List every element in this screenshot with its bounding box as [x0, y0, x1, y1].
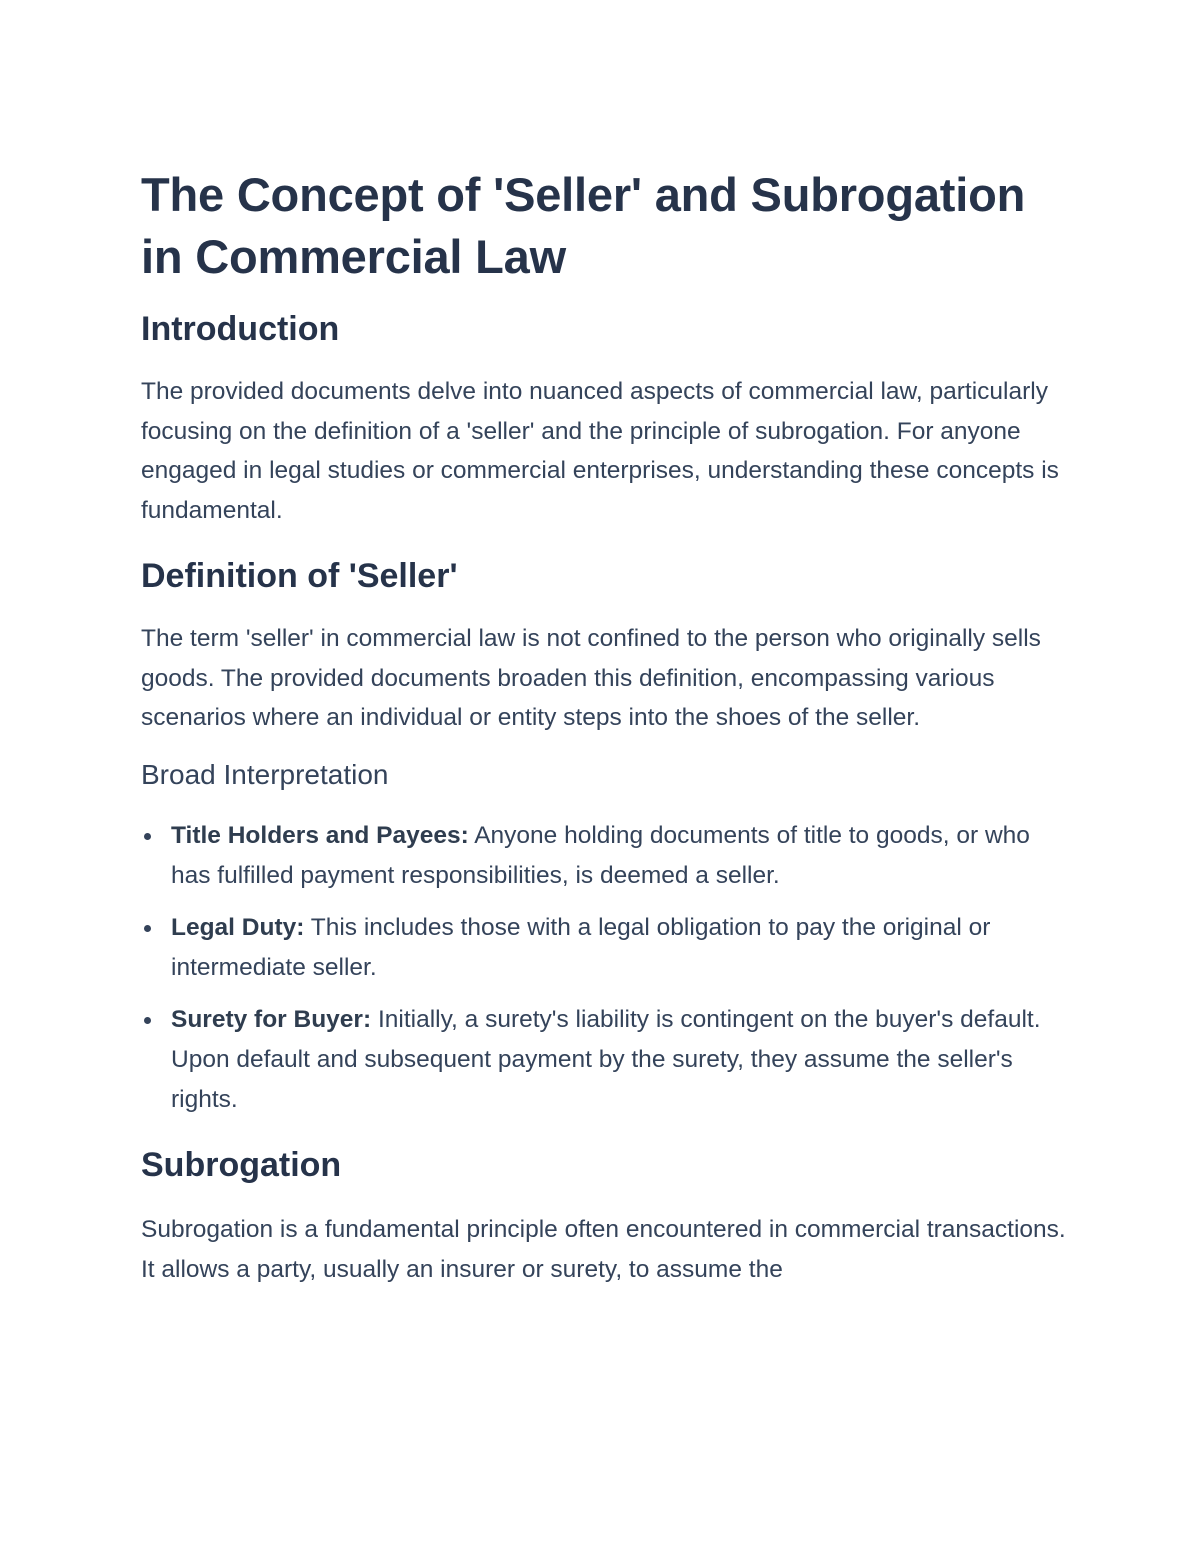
- introduction-paragraph: The provided documents delve into nuanced aspects of commercial law, particularly focusing on the definition of a 'seller' and the principle of subrogation. For anyone engaged in legal studies or commercial enterprises, understanding these concepts is fundamental.: [141, 378, 1059, 525]
- bullet-term: Title Holders and Payees:: [171, 821, 469, 849]
- section-heading-definition: Definition of 'Seller': [141, 556, 458, 595]
- section-heading-introduction: Introduction: [141, 310, 340, 348]
- subrogation-paragraph: Subrogation is a fundamental principle often encountered in commercial transactions. It allows a party, usually an insurer or surety, to assume the: [141, 1215, 1066, 1283]
- bullet-list: [141, 816, 1071, 1120]
- document-page: [141, 164, 1071, 1289]
- definition-paragraph: The term 'seller' in commercial law is not confined to the person who originally sells goods. The provided documents broaden this definition, encompassing various scenarios where an individual or entity steps into the shoes of the seller.: [141, 624, 1041, 732]
- bullet-term: Legal Duty:: [171, 913, 305, 941]
- list-item: [141, 1000, 1071, 1120]
- bullet-term: Surety for Buyer:: [171, 1005, 372, 1033]
- list-item: [141, 816, 1071, 896]
- bullet-text: This includes those with a legal obligation to pay the original or intermediate seller.: [171, 913, 991, 981]
- list-item: [141, 908, 1071, 988]
- bullet-text: Anyone holding documents of title to goods, or who has fulfilled payment responsibilities, is deemed a seller.: [171, 821, 1030, 889]
- section-heading-subrogation: Subrogation: [141, 1145, 342, 1184]
- subheading-broad-interpretation: Broad Interpretation: [141, 758, 389, 790]
- bullet-text: Initially, a surety's liability is contingent on the buyer's default. Upon default and subsequent payment by the surety, they assume the seller's rights.: [171, 1005, 1041, 1113]
- document-title: The Concept of 'Seller' and Subrogation in Commercial Law: [141, 168, 1026, 283]
